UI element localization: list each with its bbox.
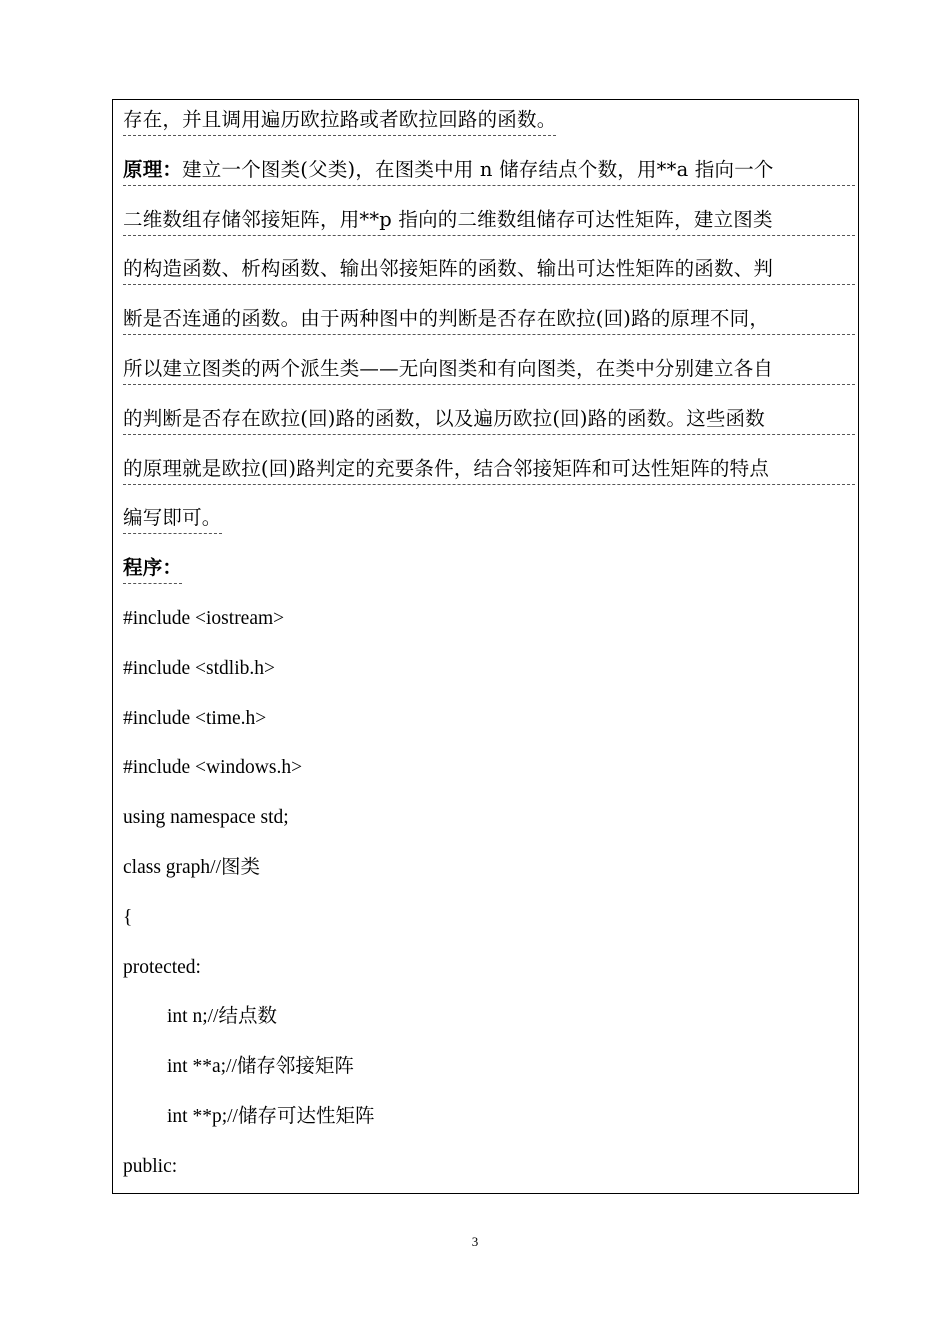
code-line bbox=[123, 698, 855, 748]
line-content: 的原理就是欧拉(回)路判定的充要条件，结合邻接矩阵和可达性矩阵的特点 bbox=[123, 456, 770, 480]
code-line bbox=[123, 1046, 855, 1096]
paragraph-line bbox=[123, 449, 855, 499]
content-frame bbox=[112, 99, 859, 1194]
code-line-text: int **p;//储存可达性矩阵 bbox=[167, 1105, 375, 1127]
code-line bbox=[123, 947, 855, 997]
paragraph-line-text bbox=[123, 255, 855, 285]
code-line bbox=[123, 897, 855, 947]
line-content: 的判断是否存在欧拉(回)路的函数，以及遍历欧拉(回)路的函数。这些函数 bbox=[123, 406, 765, 430]
principle-paragraph bbox=[123, 100, 855, 598]
code-line-text: int n;//结点数 bbox=[167, 1006, 277, 1028]
section-label: 程序： bbox=[123, 556, 183, 580]
code-line-text: #include <windows.h> bbox=[123, 757, 303, 779]
line-content: 断是否连通的函数。由于两种图中的判断是否存在欧拉(回)路的原理不同， bbox=[123, 307, 770, 331]
section-label: 原理： bbox=[123, 157, 183, 181]
line-content: 的构造函数、析构函数、输出邻接矩阵的函数、输出可达性矩阵的函数、判 bbox=[123, 257, 774, 281]
paragraph-line-text bbox=[123, 106, 556, 136]
page-number: 3 bbox=[471, 1234, 479, 1249]
paragraph-line bbox=[123, 349, 855, 399]
code-line bbox=[123, 1146, 855, 1196]
paragraph-line bbox=[123, 498, 855, 548]
line-content: 存在，并且调用遍历欧拉路或者欧拉回路的函数。 bbox=[123, 108, 557, 131]
code-line-text: public: bbox=[123, 1155, 178, 1177]
code-line-text: int **a;//储存邻接矩阵 bbox=[167, 1056, 354, 1078]
code-line-text: { bbox=[123, 906, 133, 928]
paragraph-line bbox=[123, 100, 855, 150]
code-line-text: #include <stdlib.h> bbox=[123, 657, 275, 679]
line-content: 建立一个图类(父类)，在图类中用 n 储存结点个数，用**a 指向一个 bbox=[182, 157, 774, 181]
paragraph-line-text bbox=[123, 206, 855, 236]
paragraph-line bbox=[123, 200, 855, 250]
paragraph-line-text bbox=[123, 504, 222, 534]
paragraph-line bbox=[123, 249, 855, 299]
code-line bbox=[123, 648, 855, 698]
paragraph-line-text bbox=[123, 405, 855, 435]
paragraph-line-text bbox=[123, 156, 855, 186]
paragraph-line bbox=[123, 548, 855, 598]
code-line-text: class graph//图类 bbox=[123, 856, 261, 878]
code-line-text: #include <iostream> bbox=[123, 607, 285, 629]
code-line bbox=[123, 1096, 855, 1146]
program-code bbox=[123, 598, 855, 1196]
line-content: 二维数组存储邻接矩阵，用**p 指向的二维数组储存可达性矩阵，建立图类 bbox=[123, 207, 773, 231]
line-content: 所以建立图类的两个派生类——无向图类和有向图类，在类中分别建立各自 bbox=[123, 356, 774, 380]
code-line-text: protected: bbox=[123, 956, 201, 978]
paragraph-line-text bbox=[123, 455, 855, 485]
code-line-text: using namespace std; bbox=[123, 807, 289, 829]
code-line bbox=[123, 996, 855, 1046]
code-line bbox=[123, 747, 855, 797]
paragraph-line-text bbox=[123, 554, 182, 584]
code-line-text: #include <time.h> bbox=[123, 707, 267, 729]
code-line bbox=[123, 797, 855, 847]
paragraph-line bbox=[123, 399, 855, 449]
paragraph-line-text bbox=[123, 355, 855, 385]
paragraph-line bbox=[123, 299, 855, 349]
code-line bbox=[123, 847, 855, 897]
document-body bbox=[123, 100, 855, 1196]
line-content: 编写即可。 bbox=[123, 506, 222, 530]
code-line bbox=[123, 598, 855, 648]
paragraph-line-text bbox=[123, 305, 855, 335]
paragraph-line bbox=[123, 150, 855, 200]
